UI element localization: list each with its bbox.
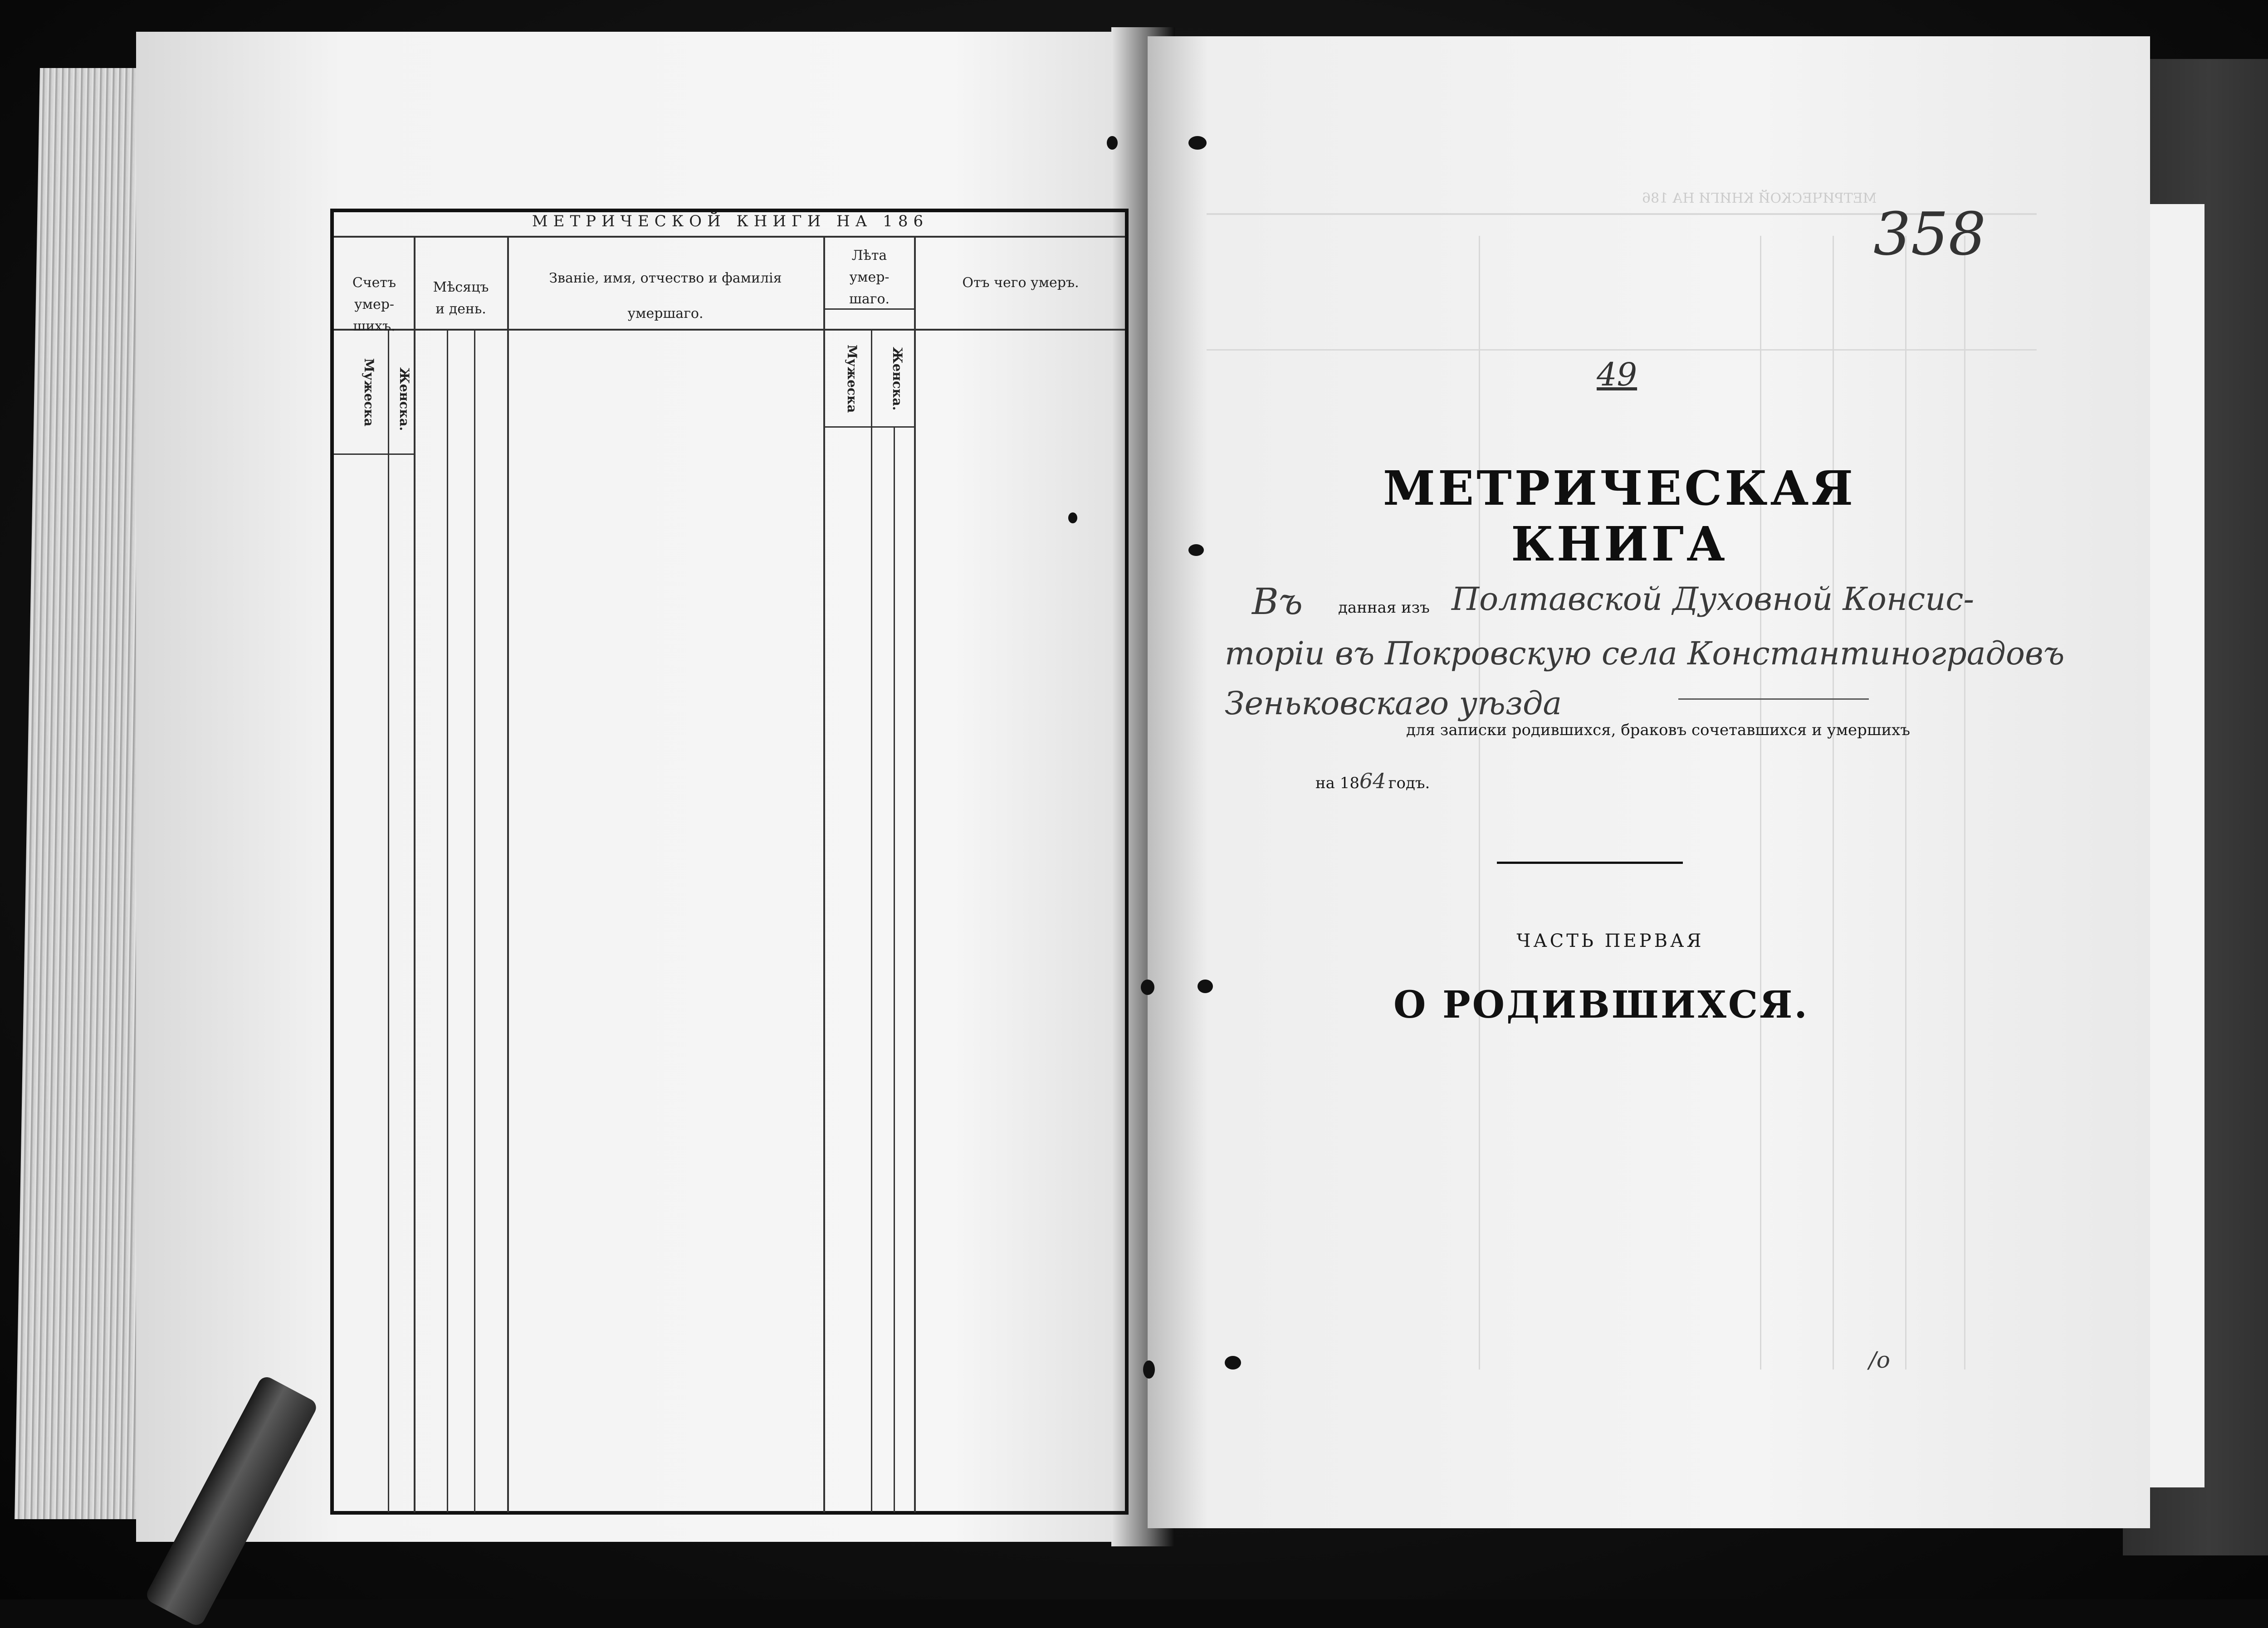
table-rule — [334, 329, 1125, 331]
binding-hole — [1225, 1356, 1241, 1370]
column-header-month-day: Мѣсяцъ и день. — [433, 279, 489, 317]
sub-header-male: Мужеска — [362, 358, 376, 427]
death-register-table — [330, 209, 1129, 1515]
bleed-rule — [1964, 236, 1965, 1370]
page-number: 358 — [1873, 200, 1986, 268]
sub-header-female: Женска. — [397, 367, 412, 431]
binding-hole — [1188, 544, 1204, 556]
bleed-rule — [1833, 236, 1834, 1370]
handwritten-line-1: Полтавской Духовной Консис- — [1452, 580, 1975, 618]
column-line — [914, 236, 916, 1512]
title-rule — [1497, 862, 1683, 864]
sub-header-female: Женска. — [890, 347, 905, 411]
column-header-name: Званіе, имя, отчество и фамилія умершаго. — [549, 270, 782, 322]
bottom-mark: /о — [1869, 1347, 1890, 1373]
binding-hole — [1107, 136, 1118, 150]
handwritten-line-3: Зеньковскаго уѣзда — [1225, 685, 1562, 722]
handwritten-dash — [1678, 698, 1869, 700]
binding-hole — [1198, 980, 1213, 993]
purpose-text: для записки родившихся, браковъ сочетавшихся и умершихъ — [1406, 721, 1910, 739]
book-title: МЕТРИЧЕСКАЯ КНИГА — [1383, 460, 1856, 572]
right-page — [1148, 36, 2150, 1528]
given-from-label: данная изъ — [1338, 599, 1430, 617]
column-line — [507, 236, 509, 1512]
binding-hole — [1141, 980, 1154, 995]
column-header-age: Лѣта умер- шаго. — [849, 248, 890, 307]
column-line — [447, 329, 448, 1512]
column-line — [388, 329, 389, 1512]
loose-sheet-strip — [2150, 204, 2204, 1487]
bleed-rule — [1207, 349, 2037, 351]
column-line — [871, 329, 872, 1512]
year-suffix: годъ. — [1388, 774, 1430, 792]
column-line — [414, 236, 415, 1512]
part-title: О РОДИВШИХСЯ. — [1393, 983, 1809, 1027]
column-line — [894, 426, 895, 1512]
year-prefix: на 18 — [1315, 774, 1360, 792]
bleed-through-header: МЕТРИЧЕСКОЙ КНИГИ НА 186 — [1642, 190, 1877, 206]
folio-number: 49 — [1597, 356, 1637, 393]
binding-hole — [1068, 512, 1077, 523]
table-rule — [334, 236, 1125, 238]
bleed-rule — [1905, 236, 1906, 1370]
bleed-rule — [1479, 236, 1480, 1370]
handwritten-initial: Въ — [1252, 580, 1303, 623]
year-handwritten: 64 — [1359, 769, 1386, 793]
form-title: МЕТРИЧЕСКОЙ КНИГИ НА 186 — [532, 212, 929, 230]
table-rule — [334, 453, 414, 455]
year-line — [1315, 769, 1430, 793]
column-header-count: Счетъ умер- шихъ. — [352, 275, 396, 334]
column-line — [474, 329, 475, 1512]
handwritten-line-2: торіи въ Покровскую села Константиноградовъ — [1225, 635, 2065, 672]
table-rule — [823, 426, 914, 428]
sub-header-male: Мужеска — [845, 345, 860, 413]
part-label: ЧАСТЬ ПЕРВАЯ — [1516, 931, 1704, 951]
binding-hole — [1143, 1360, 1155, 1379]
binding-hole — [1188, 136, 1207, 150]
bleed-rule — [1760, 236, 1761, 1370]
column-header-cause: Отъ чего умеръ. — [962, 275, 1079, 291]
